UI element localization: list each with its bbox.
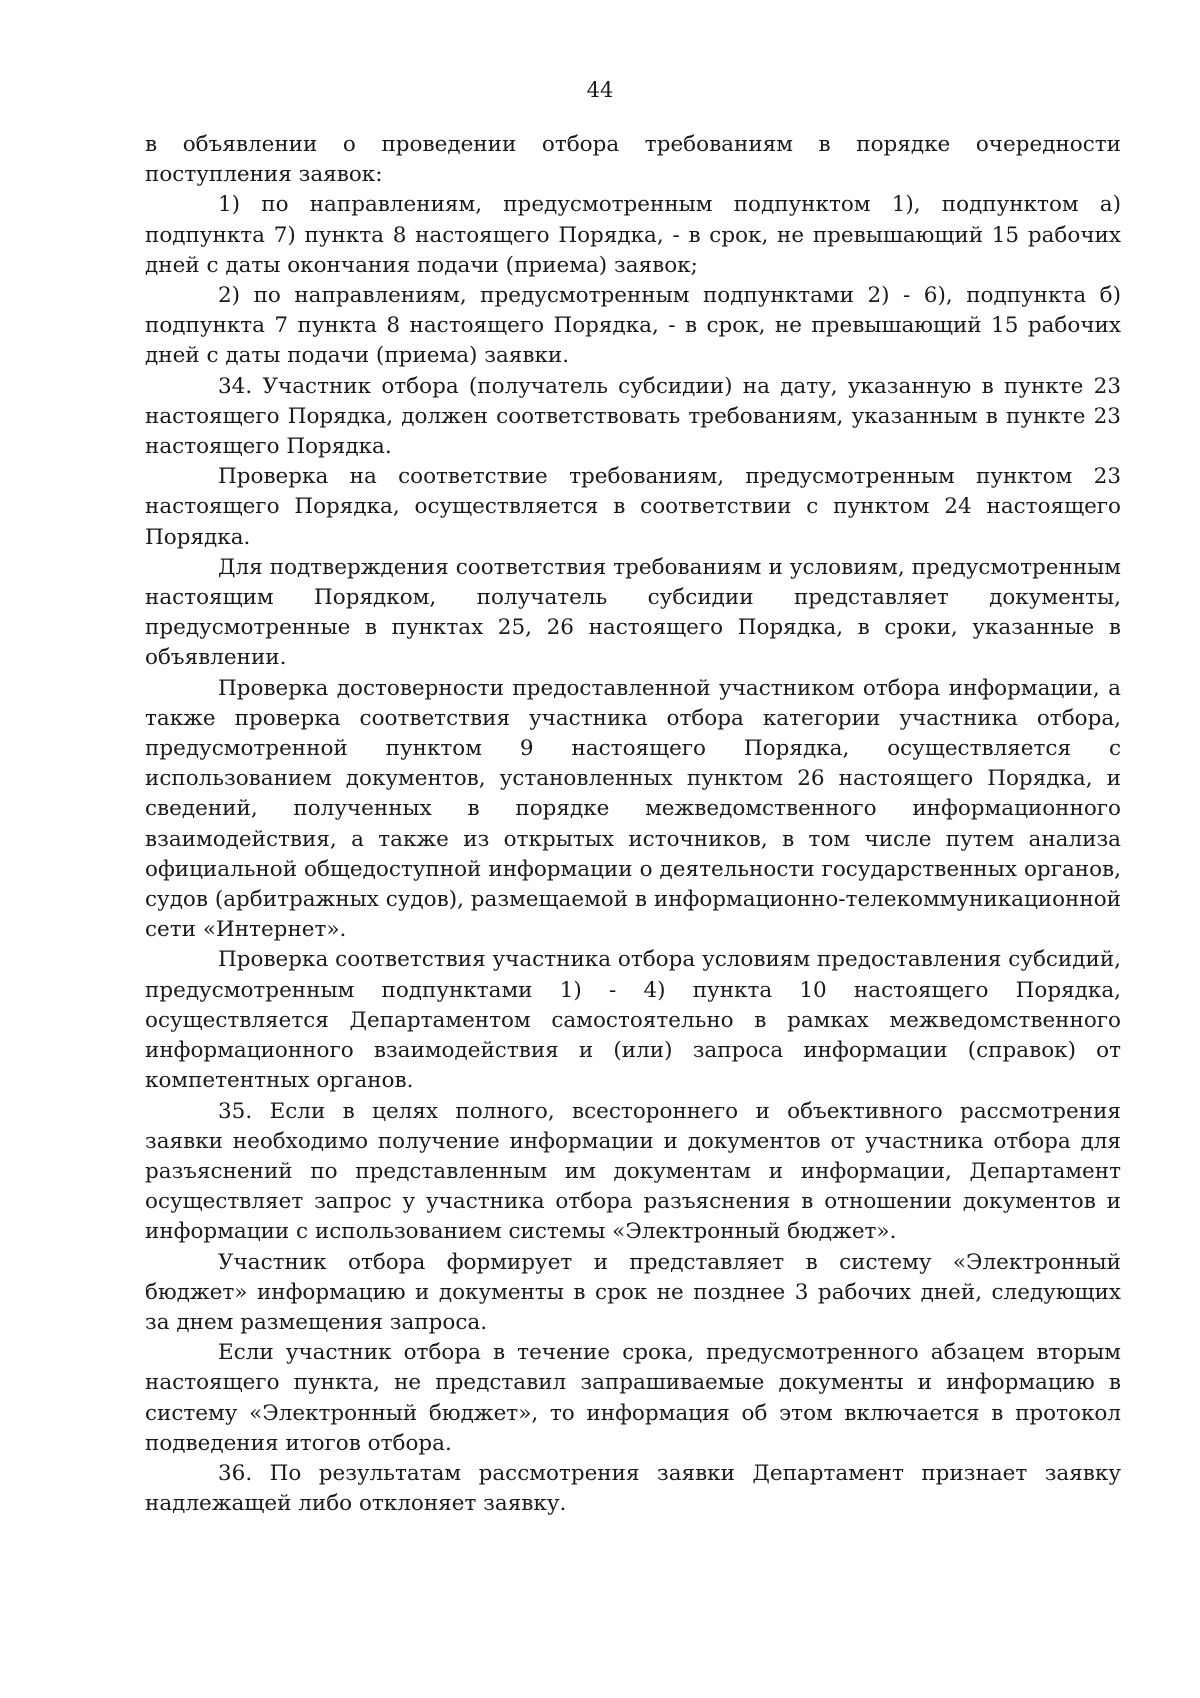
paragraph-documents: Для подтверждения соответствия требованиям и условиям, предусмотренным настоящим Порядком, получатель субсидии представляет документы, предусмотренные в пунктах 25, 26 настоящего Порядка, в сроки, указанные в объявлении. (145, 554, 1121, 671)
paragraph-verification: Проверка достоверности предоставленной участником отбора информации, а также проверка соответствия участника отбора категории участника отбора, предусмотренной пунктом 9 настоящего Порядка, осуществляется с использованием документов, установленных пунктом 26 настоящего Порядка, и сведений, полученных в порядке межведомственного информационного взаимодействия, а также из открытых источников, в том числе путем анализа официальной общедоступной информации о деятельности государственных органов, судов (арбитражных судов), размещаемой в информационно-телекоммуникационной сети «Интернет». (145, 675, 1121, 943)
paragraph-no-response: Если участник отбора в течение срока, предусмотренного абзацем вторым настоящего пункта, не представил запрашиваемые документы и информацию в систему «Электронный бюджет», то информация об этом включается в протокол подведения итогов отбора. (145, 1340, 1121, 1456)
paragraph-continuation: в объявлении о проведении отбора требованиям в порядке очередности поступления заявок: (145, 132, 1121, 188)
document-body (145, 130, 1121, 1519)
paragraph-subitem-1: 1) по направлениям, предусмотренным подпунктом 1), подпунктом а) подпункта 7) пункта 8 настоящего Порядка, - в срок, не превышающий 15 рабочих дней с даты окончания подачи (приема) заявок; (145, 192, 1121, 278)
paragraph-compliance-check: Проверка на соответствие требованиям, предусмотренным пунктом 23 настоящего Порядка, осуществляется в соответствии с пунктом 24 настоящего Порядка. (145, 464, 1121, 550)
paragraph-response: Участник отбора формирует и представляет в систему «Электронный бюджет» информацию и документы в срок не позднее 3 рабочих дней, следующих за днем размещения запроса. (145, 1249, 1121, 1335)
page-number: 44 (586, 78, 614, 102)
paragraph-conditions-check: Проверка соответствия участника отбора условиям предоставления субсидий, предусмотренным подпунктами 1) - 4) пункта 10 настоящего Порядка, осуществляется Департаментом самостоятельно в рамках межведомственного информационного взаимодействия и (или) запроса информации (справок) от компетентных органов. (145, 947, 1121, 1094)
paragraph-clause-35: 35. Если в целях полного, всестороннего и объективного рассмотрения заявки необходимо получение информации и документов от участника отбора для разъяснений по представленным им документам и информации, Департамент осуществляет запрос у участника отбора разъяснения в отношении документов и информации с использованием системы «Электронный бюджет». (145, 1098, 1121, 1245)
paragraph-clause-36: 36. По результатам рассмотрения заявки Департамент признает заявку надлежащей либо отклоняет заявку. (145, 1460, 1121, 1517)
paragraph-clause-34: 34. Участник отбора (получатель субсидии) на дату, указанную в пункте 23 настоящего Порядка, должен соответствовать требованиям, указанным в пункте 23 настоящего Порядка. (145, 373, 1121, 460)
paragraph-subitem-2: 2) по направлениям, предусмотренным подпунктами 2) - 6), подпункта б) подпункта 7 пункта 8 настоящего Порядка, - в срок, не превышающий 15 рабочих дней с даты подачи (приема) заявки. (145, 283, 1121, 369)
